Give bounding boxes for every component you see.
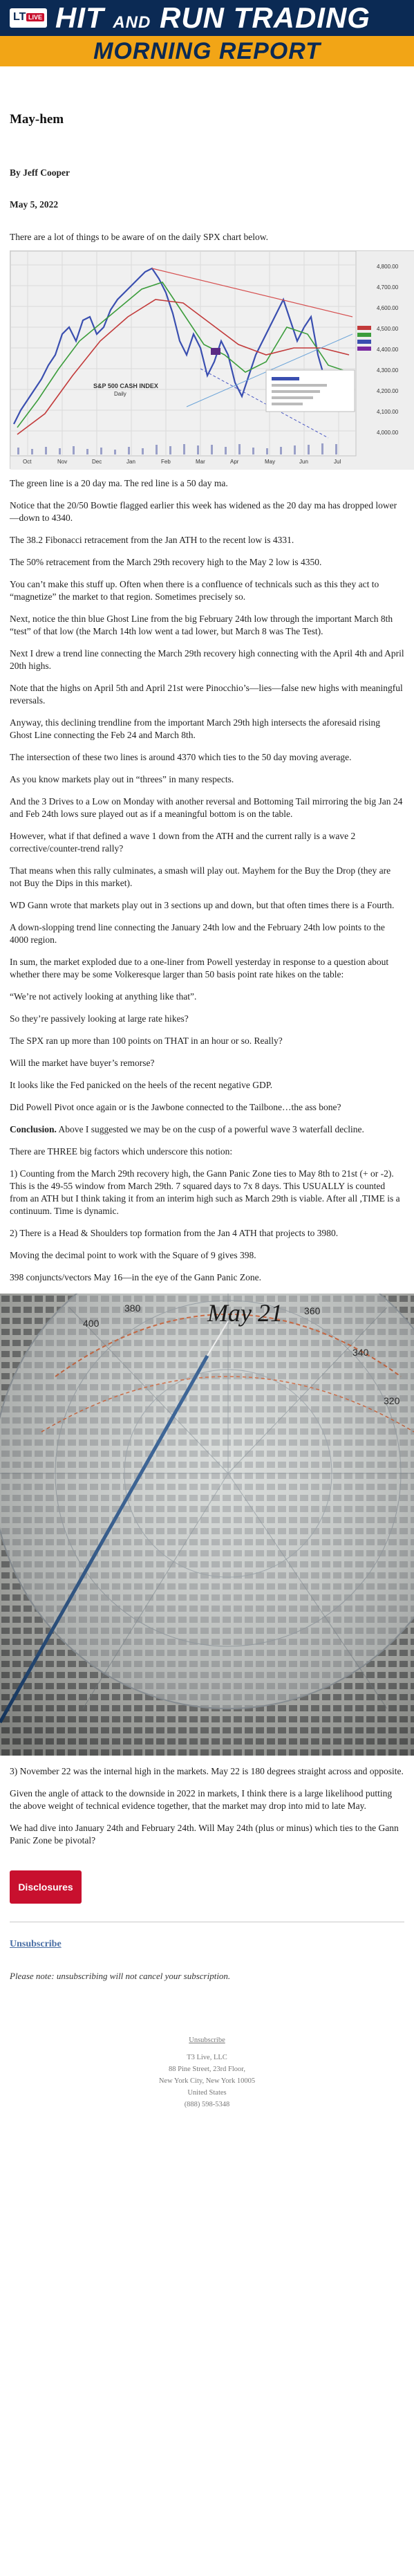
disclosures-button[interactable]: Disclosures [10, 1870, 82, 1904]
wheel-number-320: 320 [384, 1395, 400, 1406]
paragraph-factor-2: 2) There is a Head & Shoulders top formation from the Jan 4 ATH that projects to 3980. [10, 1228, 339, 1238]
month-label-feb: Feb [161, 459, 171, 465]
paragraph-4370: The intersection of these two lines is around 4370 which ties to the 50 day moving average. [10, 752, 352, 762]
gann-square-of-9-photo [0, 1294, 414, 1756]
conclusion-label: Conclusion. [10, 1124, 57, 1134]
paragraph-confluence: You can’t make this stuff up. Often when there is a confluence of technicals such as this they act to “magnetize” the market to that region. Sometimes precisely so. [10, 579, 379, 602]
month-label-jun: Jun [299, 459, 308, 465]
paragraph-down-slope: A down-slopping trend line connecting the January 24th low and the February 24th low points to the 4000 region. [10, 922, 385, 945]
logo-lt-text: LT [13, 11, 26, 23]
paragraph-angle-of-attack: Given the angle of attack to the downside in 2022 in markets, I think there is a large likelihood putting the above weight of technical evidence together, that the market may drop into mid to late May. [10, 1788, 393, 1811]
wheel-number-340: 340 [352, 1347, 369, 1358]
paragraph-mayhem: That means when this rally culminates, a smash will play out. Mayhem for the Buy the Drop (they are not Buy the Dips in this market). [10, 865, 391, 888]
month-label-oct: Oct [23, 459, 32, 465]
report-banner [0, 0, 414, 66]
paragraph-trend-line: Next I drew a trend line connecting the March 29th recovery high connecting with the April 4th and April 20th highs. [10, 648, 404, 671]
wheel-number-400: 400 [83, 1318, 100, 1329]
spx-chart-svg [10, 251, 414, 470]
footer-company: T3 Live, LLC [187, 2054, 227, 2061]
wheel-month-text: May 21 [207, 1299, 283, 1327]
paragraph-powell-pivot: Did Powell Pivot once again or is the Jawbone connected to the Tailbone…the ass bone? [10, 1102, 341, 1112]
paragraph-fed-panicked: It looks like the Fed panicked on the heels of the recent negative GDP. [10, 1080, 273, 1090]
logo-live-badge: LIVE [26, 13, 44, 21]
price-label-4000: 4,000.00 [377, 430, 399, 436]
wheel-number-360: 360 [304, 1305, 321, 1316]
paragraph-3-drives: And the 3 Drives to a Low on Monday with another reversal and Bottoming Tail mirroring the big Jan 24 and Feb 24th lows sure played out as if a meaningful bottom is on the table. [10, 796, 403, 819]
article-author: By Jeff Cooper [10, 167, 70, 178]
month-label-dec: Dec [92, 459, 102, 465]
conclusion-text: Above I suggested we may be on the cusp of a powerful wave 3 waterfall decline. [56, 1124, 364, 1134]
paragraph-passively: So they’re passively looking at large rate hikes? [10, 1013, 189, 1024]
banner-title-run-trading: RUN TRADING [160, 1, 370, 34]
paragraph-threes: As you know markets play out in “threes” in many respects. [10, 774, 234, 784]
price-label-4200: 4,200.00 [377, 388, 399, 394]
banner-title-hit: HIT [55, 1, 104, 34]
month-label-mar: Mar [196, 459, 205, 465]
paragraph-fib-382: The 38.2 Fibonacci retracement from the Jan ATH to the recent low is 4331. [10, 535, 294, 545]
gann-photo-svg [0, 1294, 414, 1756]
unsubscribe-link[interactable]: Unsubscribe [10, 1939, 62, 1949]
month-label-jan: Jan [126, 459, 135, 465]
banner-subtitle-band [0, 36, 414, 66]
paragraph-quote: “We’re not actively looking at anything like that”. [10, 991, 197, 1002]
paragraph-spx-ran-up: The SPX ran up more than 100 points on THAT in an hour or so. Really? [10, 1036, 283, 1046]
t3-live-logo [10, 8, 47, 28]
price-label-4500: 4,500.00 [377, 326, 399, 332]
footer-phone: (888) 598-5348 [184, 2101, 230, 2108]
paragraph-398-conjuncts: 398 conjuncts/vectors May 16—in the eye of the Gann Panic Zone. [10, 1272, 262, 1282]
month-label-jul: Jul [334, 459, 341, 465]
price-label-4400: 4,400.00 [377, 347, 399, 353]
paragraph-fib-50: The 50% retracement from the March 29th recovery high to the May 2 low is 4350. [10, 557, 322, 567]
paragraph-bowtie: Notice that the 20/50 Bowtie flagged earlier this week has widened as the 20 day ma has dropped lower—down to 4340. [10, 500, 397, 523]
footer-address-1: 88 Pine Street, 23rd Floor, [169, 2066, 245, 2073]
email-footer [10, 2034, 404, 2127]
paragraph-powell: In sum, the market exploded due to a one-liner from Powell yesterday in response to a question about whether there may be some Volkeresque larger than 50 basis point rate hikes on the table: [10, 957, 389, 979]
paragraph-remorse: Will the market have buyer’s remorse? [10, 1058, 155, 1068]
footer-address-2: New York City, New York 10005 [158, 2077, 256, 2085]
article-title: May-hem [10, 112, 64, 127]
paragraph-pinocchio: Note that the highs on April 5th and April 21st were Pinocchio’s—lies—false new highs with meaningful reversals. [10, 683, 403, 706]
price-label-4700: 4,700.00 [377, 284, 399, 291]
unsubscribe-note: Please note: unsubscribing will not cancel your subscription. [10, 1971, 231, 1981]
spx-daily-chart-image [10, 250, 414, 469]
month-label-nov: Nov [57, 459, 68, 465]
month-label-may: May [265, 459, 276, 465]
chart-title-label: S&P 500 CASH INDEX [93, 383, 158, 389]
paragraph-green-line: The green line is a 20 day ma. The red line is a 50 day ma. [10, 478, 228, 488]
disclosures-wrap [10, 1870, 404, 1904]
banner-subtitle: MORNING REPORT [93, 38, 321, 64]
price-label-4600: 4,600.00 [377, 305, 399, 311]
price-label-4300: 4,300.00 [377, 367, 399, 374]
footer-unsubscribe-link[interactable]: Unsubscribe [189, 2036, 225, 2044]
paragraph-square-of-9: Moving the decimal point to work with the Square of 9 gives 398. [10, 1250, 256, 1260]
banner-title-and: AND [113, 13, 151, 32]
article-intro: There are a lot of things to be aware of on the daily SPX chart below. [10, 232, 269, 242]
article-body [0, 112, 414, 2127]
paragraph-conclusion [10, 1123, 404, 1136]
price-label-4100: 4,100.00 [377, 409, 399, 415]
banner-title [55, 1, 370, 35]
chart-sublabel: Daily [114, 391, 126, 397]
paragraph-factor-3: 3) November 22 was the internal high in the markets. May 22 is 180 degrees straight across and opposite. [10, 1766, 404, 1776]
paragraph-intersection: Anyway, this declining trendline from the important March 29th high intersects the aforesaid rising Ghost Line connecting the Feb 24 and March 8th. [10, 717, 380, 740]
wheel-number-380: 380 [124, 1303, 141, 1314]
footer-country: United States [187, 2089, 227, 2097]
price-label-4800: 4,800.00 [377, 264, 399, 270]
paragraph-three-factors: There are THREE big factors which underscore this notion: [10, 1146, 233, 1157]
month-label-apr: Apr [230, 459, 239, 465]
paragraph-may-24: We had dive into January 24th and February 24th. Will May 24th (plus or minus) which ties to the Gann Panic Zone be pivotal? [10, 1823, 399, 1846]
article-date: May 5, 2022 [10, 199, 59, 210]
paragraph-ghost-line: Next, notice the thin blue Ghost Line from the big February 24th low through the important March 8th “test” of that low (the March 14th low went a tad lower, but March 8 was The Test). [10, 614, 393, 636]
paragraph-wave-1: However, what if that defined a wave 1 down from the ATH and the current rally is a wave 2 corrective/counter-trend rally? [10, 831, 356, 854]
paragraph-gann-fourth: WD Gann wrote that markets play out in 3 sections up and down, but that often times there is a Fourth. [10, 900, 395, 910]
paragraph-factor-1: 1) Counting from the March 29th recovery high, the Gann Panic Zone ties to May 8th to 21st (+ or -2). This is the 49-55 window from March 29th. 7 squared days to 7x 8 days. This USUALLY is counted from an ATH but I think taking it from an interim high such as March 29th is viable. After all ,TIME is a continuum. Time is dynamic. [10, 1168, 400, 1216]
